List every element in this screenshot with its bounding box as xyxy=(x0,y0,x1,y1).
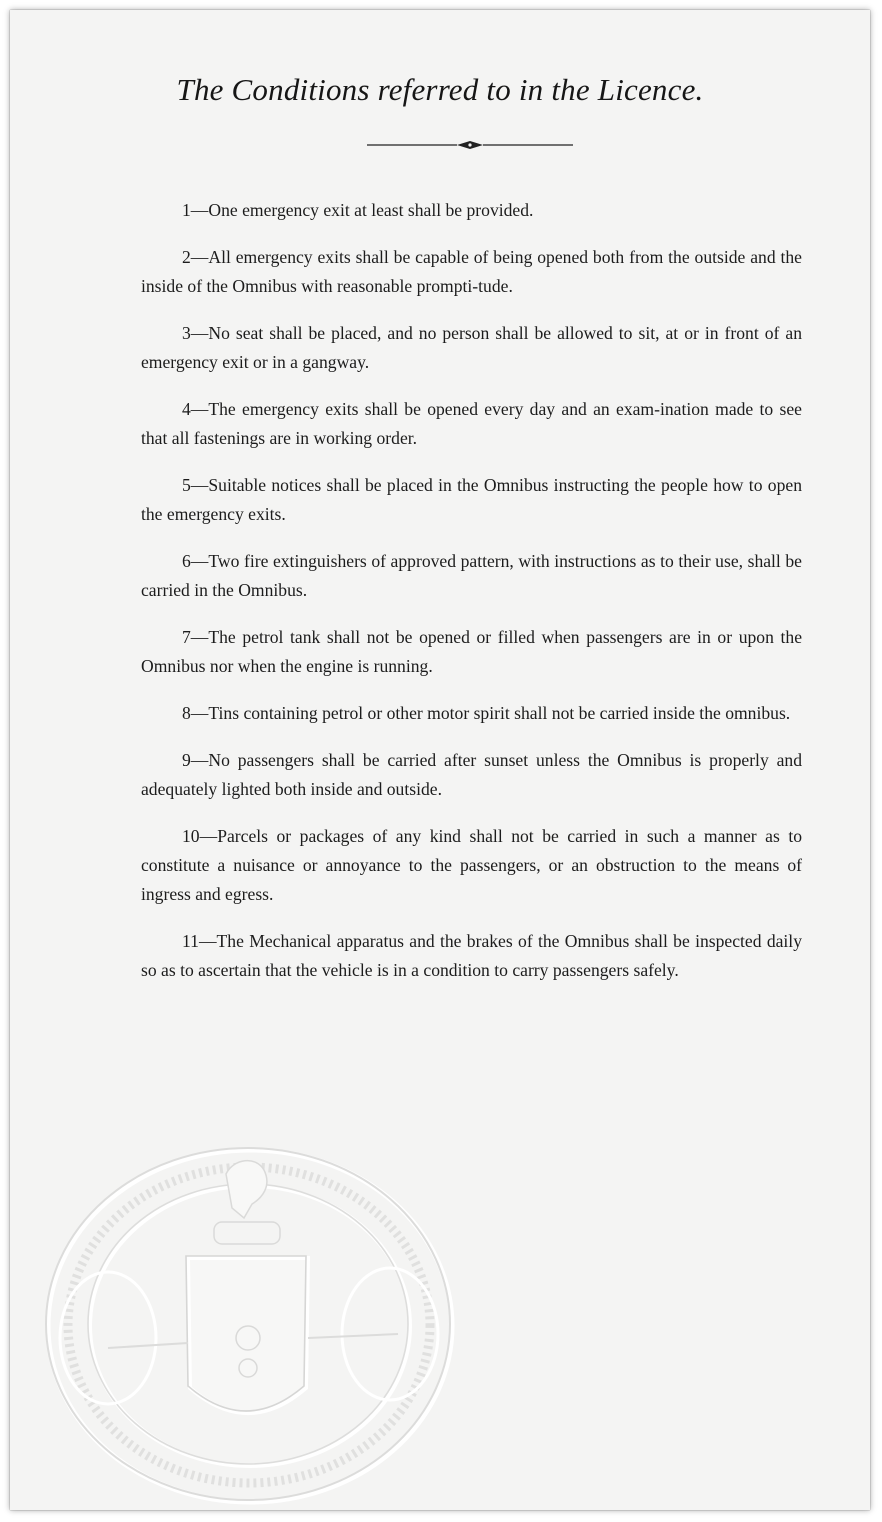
condition-item: 9—No passengers shall be carried after sunset unless the Omnibus is properly and adequately lighted both inside and outside. xyxy=(141,750,802,799)
condition-item: 6—Two fire extinguishers of approved pattern, with instructions as to their use, shall be carried in the Omnibus. xyxy=(141,551,802,600)
condition-item: 7—The petrol tank shall not be opened or filled when passengers are in or upon the Omnibus nor when the engine is running. xyxy=(141,627,802,676)
document-page xyxy=(10,10,870,1510)
condition-item: 5—Suitable notices shall be placed in the Omnibus instructing the people how to open the emergency exits. xyxy=(141,475,802,524)
divider-ornament-icon xyxy=(365,138,575,152)
condition-item: 2—All emergency exits shall be capable of being opened both from the outside and the inside of the Omnibus with reasonable prompti-tude. xyxy=(141,247,802,296)
condition-item: 8—Tins containing petrol or other motor spirit shall not be carried inside the omnibus. xyxy=(182,703,791,723)
condition-item: 11—The Mechanical apparatus and the brakes of the Omnibus shall be inspected daily so as to ascertain that the vehicle is in a condition to carry passengers safely. xyxy=(141,931,802,980)
embossed-seal-icon xyxy=(38,1138,458,1508)
page-title: The Conditions referred to in the Licence. xyxy=(176,72,704,107)
conditions-list xyxy=(141,196,802,1003)
condition-item: 1—One emergency exit at least shall be provided. xyxy=(182,200,534,220)
condition-item: 10—Parcels or packages of any kind shall not be carried in such a manner as to constitute a nuisance or annoyance to the passengers, or an obstruction to the means of ingress and egress. xyxy=(141,826,802,904)
condition-item: 4—The emergency exits shall be opened every day and an exam-ination made to see that all fastenings are in working order. xyxy=(141,399,802,448)
condition-item: 3—No seat shall be placed, and no person shall be allowed to sit, at or in front of an emergency exit or in a gangway. xyxy=(141,323,802,372)
